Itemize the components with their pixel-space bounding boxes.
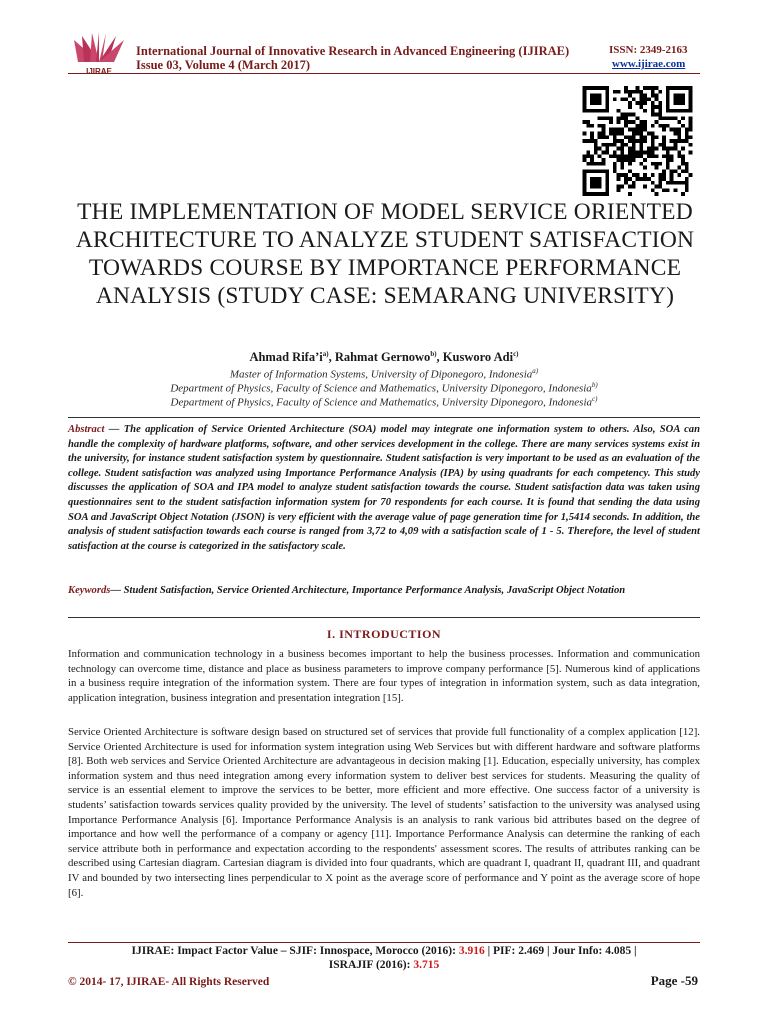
paper-title: THE IMPLEMENTATION OF MODEL SERVICE ORIENTED ARCHITECTURE TO ANALYZE STUDENT SATISFACTION TOWARDS COURSE BY IMPORTANCE PERFORMANCE ANALYSIS (STUDY CASE: SEMARANG UNIVERSITY): [75, 199, 695, 309]
svg-text:IJIRAE: IJIRAE: [86, 67, 112, 76]
israjif-value: 3.715: [413, 959, 440, 971]
author-name: Rahmat Gernowo: [334, 350, 431, 365]
author-separator: ,: [328, 350, 335, 365]
journal-url-link[interactable]: www.ijirae.com: [612, 58, 686, 70]
footer-text: | PIF: 2.469 | Jour Info: 4.085 |: [484, 945, 637, 957]
intro-paragraph-2: Service Oriented Architecture is software design based on structured set of services that provide full functionality of a complex application [12]. Service Oriented Architecture is used for information system integration using Web Services but with different hardware and software platforms [8]. Both web services and Service Oriented Architecture are advantageous in decision making [1]. Education, especially university, has complex information system and thus need integration among every information system to deliver best services for students. Measuring the quality of service is an essential element to improve the services to be better, more efficient and more effective. One success factor of a university is students’ satisfaction towards services quality provided by the university. The level of students’ satisfaction to the university was analysed using Importance Performance Analysis [6]. Importance Performance Analysis is an analysis to rank various bid attributes based on the degree of importance and how well the performance of a company or agency [11]. Importance Performance Analysis can determine the ranking of each service attribute both in performance and expectation according to the respondents' assessment scores. The results of attributes ranking can be described using Cartesian diagram. Cartesian diagram is divided into four quadrants, which are quadrant I, quadrant II, quadrant III, and quadrant IV and bounded by two intersecting lines perpendicular to X point as the average score of performance and Y point as the average score of hope [6].: [68, 726, 700, 899]
abstract-label: Abstract: [68, 424, 105, 435]
issn: ISSN: 2349-2163: [609, 44, 688, 56]
affiliation-marker: a): [532, 367, 539, 375]
footer-metrics-line-1: [0, 945, 768, 957]
author-marker: b): [430, 350, 437, 358]
author-marker: c): [513, 350, 519, 358]
affiliation-c: [0, 395, 768, 409]
author-marker: a): [322, 350, 329, 358]
affiliation-text: Department of Physics, Faculty of Science and Mathematics, University Diponegoro, Indonesia: [170, 382, 592, 395]
keywords: [68, 584, 700, 598]
page-number: Page -59: [650, 973, 698, 988]
sjif-value: 3.916: [458, 945, 485, 957]
keywords-label: Keywords: [68, 585, 111, 596]
affiliation-a: [0, 367, 768, 381]
affiliation-text: Master of Information Systems, University of Diponegoro, Indonesia: [229, 368, 533, 381]
abstract: [68, 423, 700, 554]
author-list: [0, 350, 768, 365]
copyright: © 2014- 17, IJIRAE- All Rights Reserved: [68, 976, 270, 988]
affiliation-b: [0, 381, 768, 395]
footer-divider: [68, 942, 700, 943]
affiliation-marker: b): [591, 381, 598, 389]
journal-name: International Journal of Innovative Research in Advanced Engineering (IJIRAE): [136, 44, 570, 58]
affiliation-text: Department of Physics, Faculty of Science and Mathematics, University Diponegoro, Indonesia: [170, 396, 593, 409]
abstract-top-rule: [68, 417, 700, 418]
intro-paragraph-1: Information and communication technology in a business becomes important to help the business processes. Information and communication technology can overcome time, distance and place as business parameters to improve company performance [5]. Numerous kind of applications in a business require integration of the information system. There are four types of integration in information system, such as data integration, application integration, business integration and presentation integration [15].: [68, 648, 700, 704]
abstract-text: — The application of Service Oriented Architecture (SOA) model may integrate one information system to others. Also, SOA can handle the complexity of hardware platforms, software, and other services development in the college. There are many services systems exist in the university, for instance student satisfaction system by questionnaire. Student satisfaction is very important to be used as an evaluation of the college. Student satisfaction was analyzed using Importance Performance Analysis (IPA) by using quadrants for each competency. This study discusses the application of SOA and IPA model to analyze student satisfaction towards the course. Student satisfaction data was taken using questionnaires sent to the student satisfaction information system for 70 respondents for each course. It is found that sending the data using SOA and JavaScript Object Notation (JSON) is very efficient with the average value of page generation time for 1,5414 seconds. In addition, the analysis of student satisfaction towards each course is ranged from 3,72 to 4,09 with a satisfaction scale of 1 - 5. Therefore, the level of student satisfaction at the course is categorized in the satisfactory scale.: [68, 424, 700, 552]
abstract-bottom-rule: [68, 617, 700, 618]
footer-text: ISRAJIF (2016):: [328, 959, 414, 971]
author-separator: ,: [436, 350, 443, 365]
qr-code-icon: [579, 86, 696, 196]
author-name: Kusworo Adi: [442, 350, 514, 365]
author-name: Ahmad Rifa’i: [249, 350, 323, 365]
header-divider: [68, 73, 700, 74]
footer-metrics-line-2: [0, 959, 768, 971]
issue-info: Issue 03, Volume 4 (March 2017): [136, 58, 311, 72]
keywords-text: — Student Satisfaction, Service Oriented Architecture, Importance Performance Analysis, JavaScript Object Notation: [110, 585, 626, 596]
footer-text: IJIRAE: Impact Factor Value – SJIF: Innospace, Morocco (2016):: [131, 945, 459, 957]
affiliation-marker: c): [592, 395, 598, 403]
section-heading: I. INTRODUCTION: [326, 627, 442, 641]
